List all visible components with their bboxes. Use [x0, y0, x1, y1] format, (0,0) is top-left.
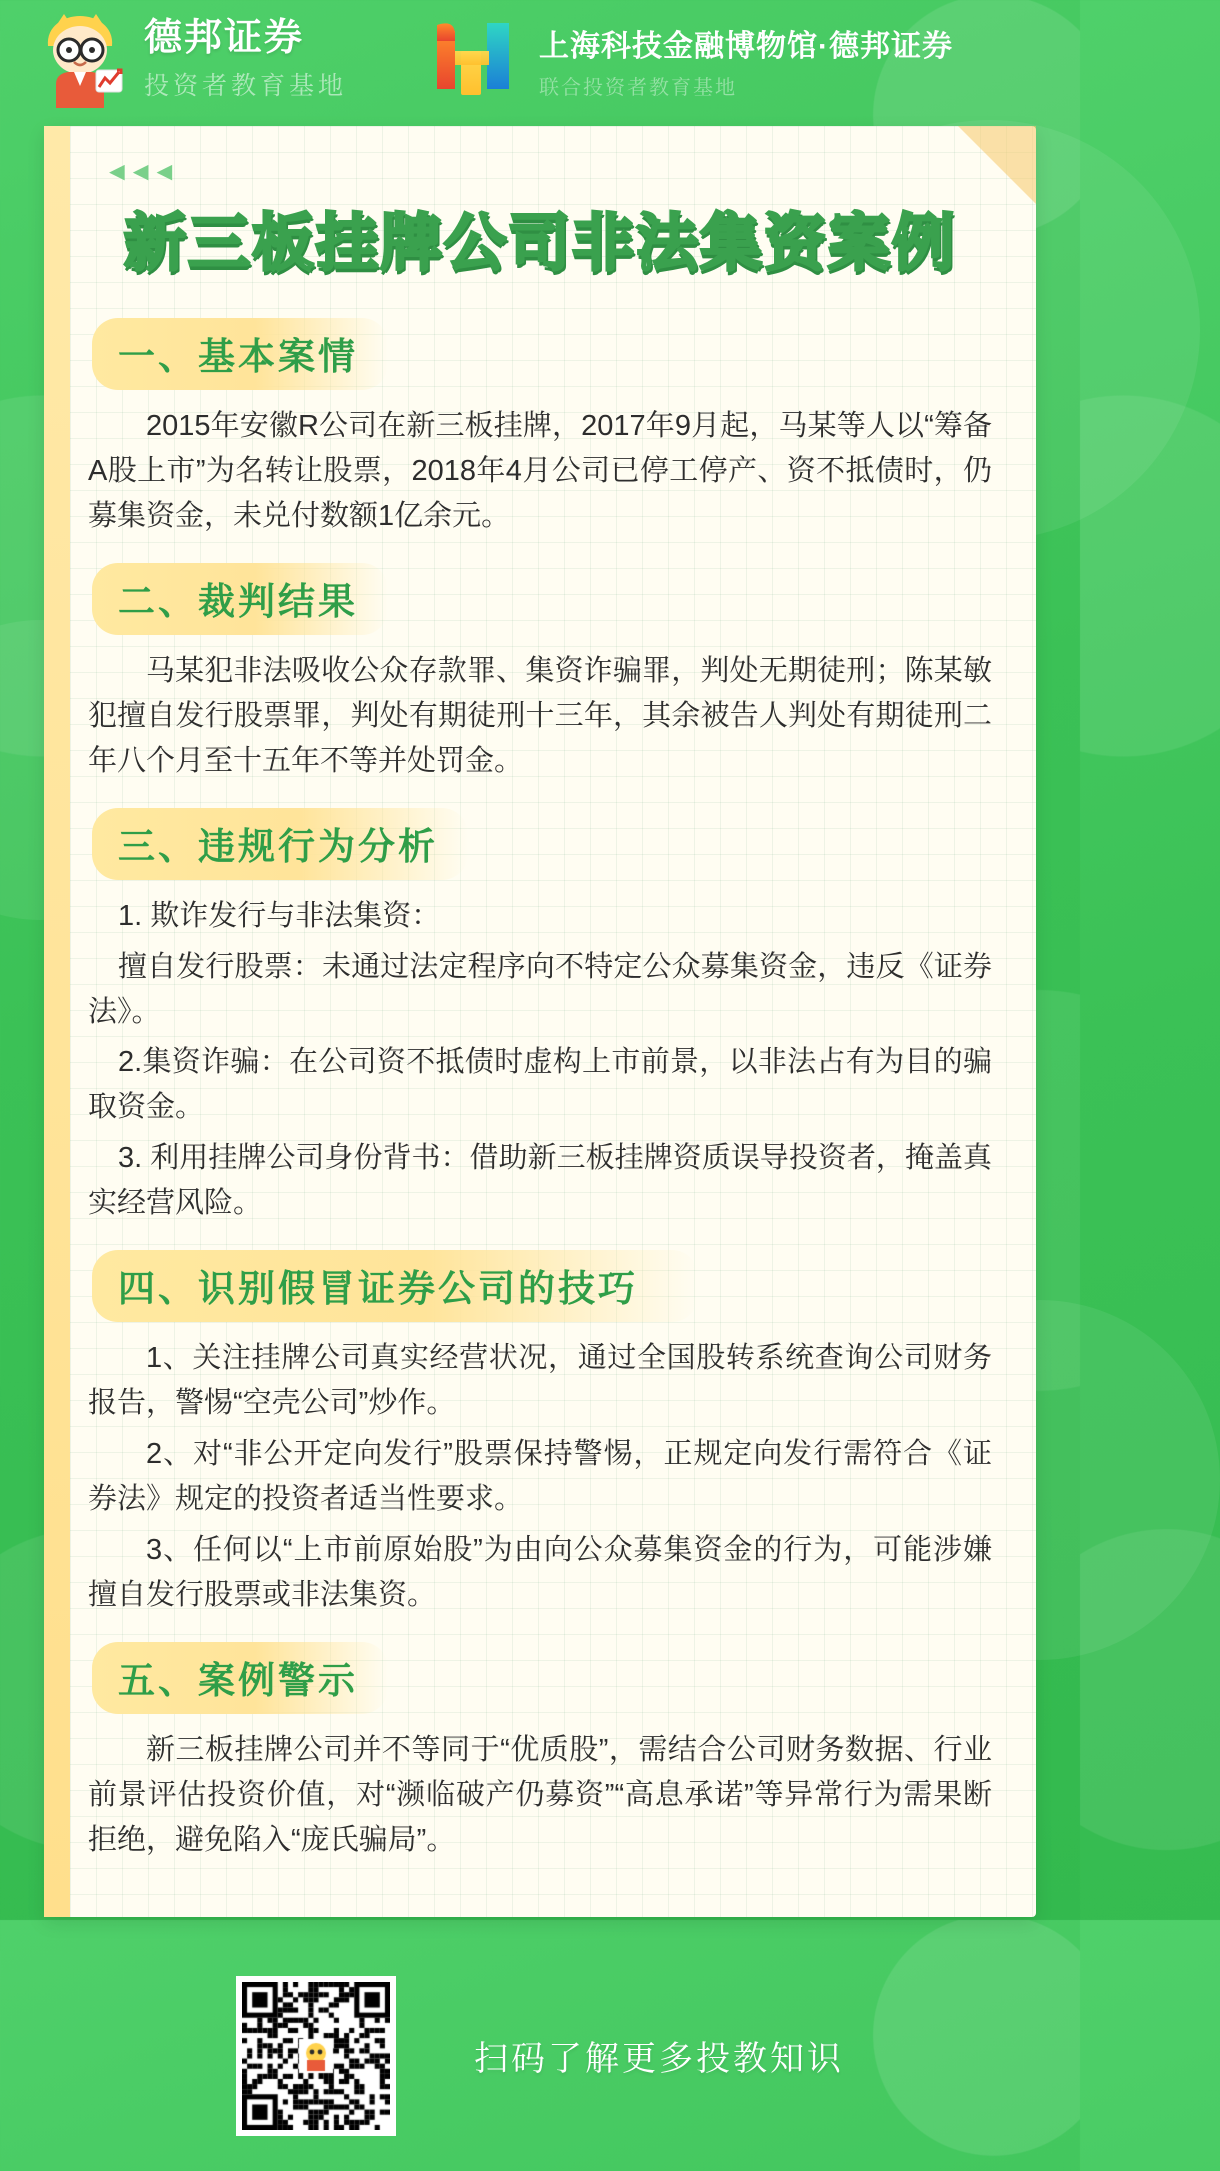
brand-left	[144, 18, 347, 102]
section-heading: 四、识别假冒证券公司的技巧	[92, 1250, 698, 1322]
brand-subtitle: 投资者教育基地	[144, 71, 348, 100]
section-paragraph: 2015年安徽R公司在新三板挂牌，2017年9月起，马某等人以“筹备A股上市”为名转让股票，2018年4月公司已停工停产、资不抵债时，仍募集资金，未兑付数额1亿余元。	[88, 410, 992, 532]
qr-code-icon[interactable]	[236, 1976, 396, 2136]
section-judgement-result	[74, 553, 1006, 784]
triple-left-arrow-icon: ◄◄◄	[104, 156, 176, 186]
museum-text	[539, 21, 953, 100]
section-heading: 二、裁判结果	[92, 563, 388, 635]
mascot-character-icon	[34, 12, 126, 108]
section-violation-analysis	[74, 798, 1006, 1227]
page-title: 新三板挂牌公司非法集资案例	[123, 209, 956, 278]
section-paragraph: 2.集资诈骗：在公司资不抵债时虚构上市前景，以非法占有为目的骗取资金。	[88, 1046, 992, 1124]
section-paragraph: 3、任何以“上市前原始股”为由向公众募集资金的行为，可能涉嫌擅自发行股票或非法集资。	[88, 1533, 992, 1611]
section-heading: 三、违规行为分析	[92, 808, 468, 880]
section-paragraph: 1、关注挂牌公司真实经营状况，通过全国股转系统查询公司财务报告，警惕“空壳公司”炒作。	[88, 1342, 992, 1420]
section-case-warning	[74, 1632, 1006, 1863]
section-heading: 一、基本案情	[92, 318, 388, 390]
section-paragraph: 新三板挂牌公司并不等同于“优质股”，需结合公司财务数据、行业前景评估投资价值，对“濒临破产仍募资”“高息承诺”等异常行为需果断拒绝，避免陷入“庞氏骗局”。	[88, 1733, 992, 1856]
poster-card	[44, 126, 1036, 1917]
footer-cta-text: 扫码了解更多投教知识	[474, 2040, 844, 2079]
section-heading: 五、案例警示	[92, 1642, 388, 1714]
brand-right	[431, 17, 953, 103]
section-identify-fake-brokers	[74, 1240, 1006, 1618]
museum-name: 上海科技金融博物馆·德邦证券	[539, 29, 954, 63]
poster-footer	[0, 1941, 1080, 2171]
section-basic-case	[74, 308, 1006, 539]
museum-logo-icon	[431, 17, 523, 103]
section-paragraph: 马某犯非法吸收公众存款罪、集资诈骗罪，判处无期徒刑；陈某敏犯擅自发行股票罪，判处有期徒刑十三年，其余被告人判处有期徒刑二年八个月至十五年不等并处罚金。	[88, 654, 992, 777]
brand-name: 德邦证券	[144, 17, 305, 60]
museum-subtitle: 联合投资者教育基地	[539, 76, 738, 99]
section-paragraph: 1. 欺诈发行与非法集资：	[118, 899, 441, 932]
section-paragraph: 3. 利用挂牌公司身份背书：借助新三板挂牌资质误导投资者，掩盖真实经营风险。	[88, 1142, 992, 1220]
section-paragraph: 擅自发行股票：未通过法定程序向不特定公众募集资金，违反《证券法》。	[88, 950, 992, 1028]
poster-header	[0, 0, 1080, 120]
section-paragraph: 2、对“非公开定向发行”股票保持警惕，正规定向发行需符合《证券法》规定的投资者适当性要求。	[88, 1438, 992, 1515]
